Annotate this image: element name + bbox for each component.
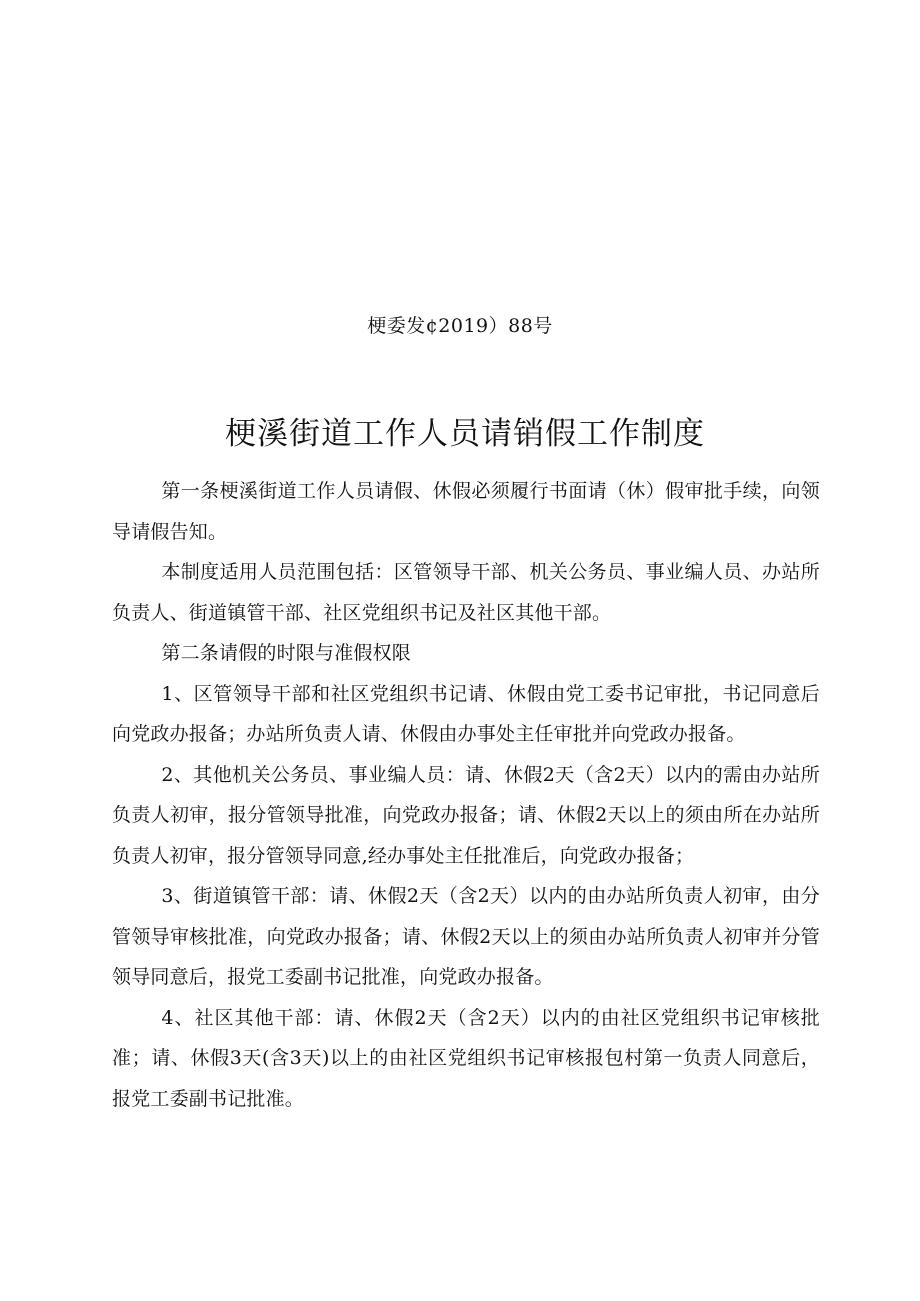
paragraph-item-3: 3、街道镇管干部：请、休假2天（含2天）以内的由办站所负责人初审，由分管领导审核批准，向党政办报备；请、休假2天以上的须由办站所负责人初审并分管领导同意后，报党工委副书记批准，向党政办报备。 (112, 885, 820, 988)
paragraph-item-2: 2、其他机关公务员、事业编人员：请、休假2天（含2天）以内的需由办站所负责人初审，报分管领导批准，向党政办报备；请、休假2天以上的须由所在办站所负责人初审，报分管领导同意,经办事处主任批准后，向党政办报备； (112, 763, 820, 867)
document-number: 梗委发¢2019）88号 (367, 315, 553, 337)
document-body (112, 471, 820, 1119)
paragraph-article-1: 第一条梗溪街道工作人员请假、休假必须履行书面请（休）假审批手续，向领导请假告知。 (112, 480, 820, 543)
paragraph-item-1: 1、区管领导干部和社区党组织书记请、休假由党工委书记审批，书记同意后向党政办报备；办站所负责人请、休假由办事处主任审批并向党政办报备。 (112, 682, 820, 745)
paragraph-article-2-heading: 第二条请假的时限与准假权限 (161, 642, 411, 664)
document-title: 梗溪街道工作人员请销假工作制度 (225, 416, 705, 452)
paragraph-item-4: 4、社区其他干部：请、休假2天（含2天）以内的由社区党组织书记审核批准；请、休假3天(含3天)以上的由社区党组织书记审核报包村第一负责人同意后，报党工委副书记批准。 (112, 1006, 820, 1110)
paragraph-scope: 本制度适用人员范围包括：区管领导干部、机关公务员、事业编人员、办站所负责人、街道镇管干部、社区党组织书记及社区其他干部。 (112, 561, 820, 624)
